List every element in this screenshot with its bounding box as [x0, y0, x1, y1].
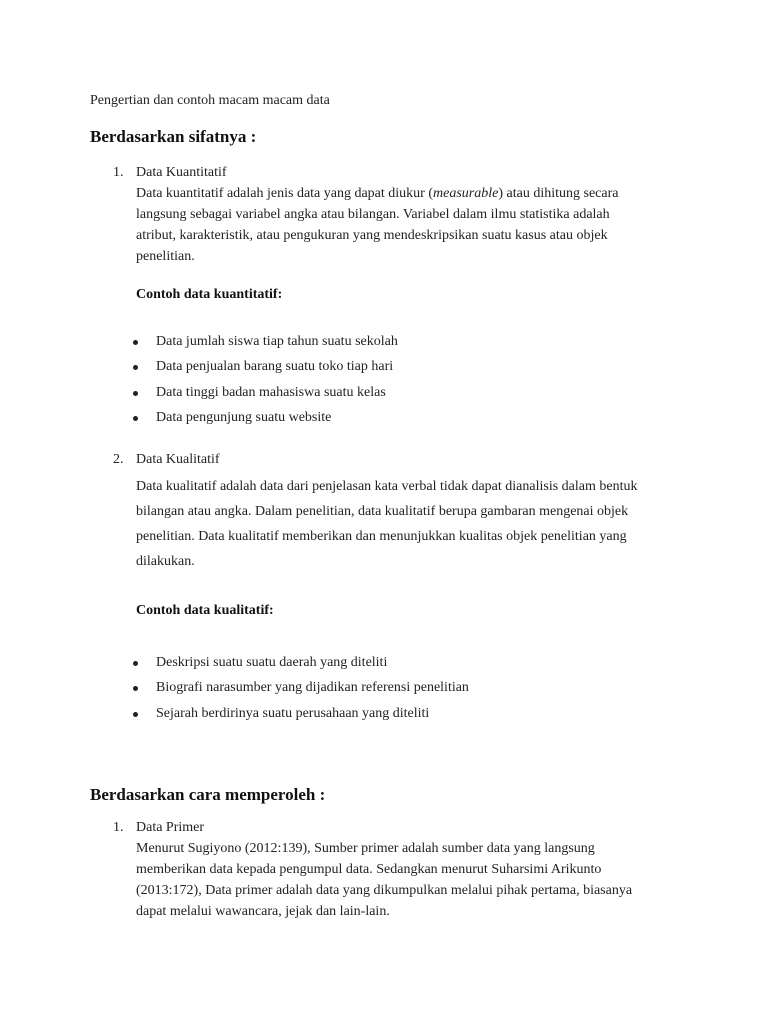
italic-term: measurable — [433, 186, 499, 201]
paragraph-line: bilangan atau angka. Dalam penelitian, data kualitatif berupa gambaran mengenai objek — [136, 504, 629, 519]
paragraph-line: (2013:172), Data primer adalah data yang dikumpulkan melalui pihak pertama, biasanya — [136, 883, 633, 898]
bullet-dot-icon — [133, 686, 138, 691]
examples-heading-kualitatif: Contoh data kualitatif: — [136, 603, 274, 618]
list-number: 1. — [113, 165, 124, 180]
list-item: Data tinggi badan mahasiswa suatu kelas — [130, 384, 398, 409]
list-number: 2. — [113, 452, 124, 467]
examples-heading-kuantitatif: Contoh data kuantitatif: — [136, 287, 283, 302]
paragraph-line: atribut, karakteristik, atau pengukuran yang mendeskripsikan suatu kasus atau objek — [136, 228, 608, 243]
paragraph-line: Data kualitatif adalah data dari penjelasan kata verbal tidak dapat dianalisis dalam bentuk — [136, 479, 638, 494]
paragraph-line: Data kuantitatif adalah jenis data yang dapat diukur (measurable) atau dihitung secara — [136, 186, 619, 201]
section-heading-sifat: Berdasarkan sifatnya : — [90, 127, 257, 146]
bullet-dot-icon — [133, 340, 138, 345]
paragraph-line: dilakukan. — [136, 554, 195, 569]
paragraph-line: langsung sebagai variabel angka atau bilangan. Variabel dalam ilmu statistika adalah — [136, 207, 610, 222]
list-item: Biografi narasumber yang dijadikan referensi penelitian — [130, 679, 469, 704]
paragraph-line: memberikan data kepada pengumpul data. Sedangkan menurut Suharsimi Arikunto — [136, 862, 602, 877]
paragraph-kualitatif — [136, 474, 676, 574]
bullet-dot-icon — [133, 712, 138, 717]
paragraph-line: penelitian. Data kualitatif memberikan dan menunjukkan kualitas objek penelitian yang — [136, 529, 627, 544]
item-title-kuantitatif: Data Kuantitatif — [136, 165, 227, 180]
paragraph-line: Menurut Sugiyono (2012:139), Sumber primer adalah sumber data yang langsung — [136, 841, 595, 856]
section-heading-cara-memperoleh: Berdasarkan cara memperoleh : — [90, 785, 326, 804]
list-item: Data jumlah siswa tiap tahun suatu sekolah — [130, 333, 398, 358]
examples-list-kualitatif — [130, 654, 469, 730]
list-item: Deskripsi suatu suatu daerah yang diteliti — [130, 654, 469, 679]
document-title: Pengertian dan contoh macam macam data — [90, 93, 330, 108]
item-title-primer: Data Primer — [136, 820, 205, 835]
bullet-dot-icon — [133, 661, 138, 666]
paragraph-kuantitatif — [136, 183, 676, 267]
bullet-dot-icon — [133, 416, 138, 421]
bullet-dot-icon — [133, 391, 138, 396]
examples-list-kuantitatif — [130, 333, 398, 434]
bullet-dot-icon — [133, 365, 138, 370]
paragraph-line: penelitian. — [136, 249, 195, 264]
paragraph-line: dapat melalui wawancara, jejak dan lain-lain. — [136, 904, 390, 919]
item-title-kualitatif: Data Kualitatif — [136, 452, 220, 467]
list-item: Data penjualan barang suatu toko tiap hari — [130, 358, 398, 383]
list-item: Data pengunjung suatu website — [130, 409, 398, 434]
list-number: 1. — [113, 820, 124, 835]
paragraph-primer — [136, 838, 676, 922]
list-item: Sejarah berdirinya suatu perusahaan yang diteliti — [130, 705, 469, 730]
